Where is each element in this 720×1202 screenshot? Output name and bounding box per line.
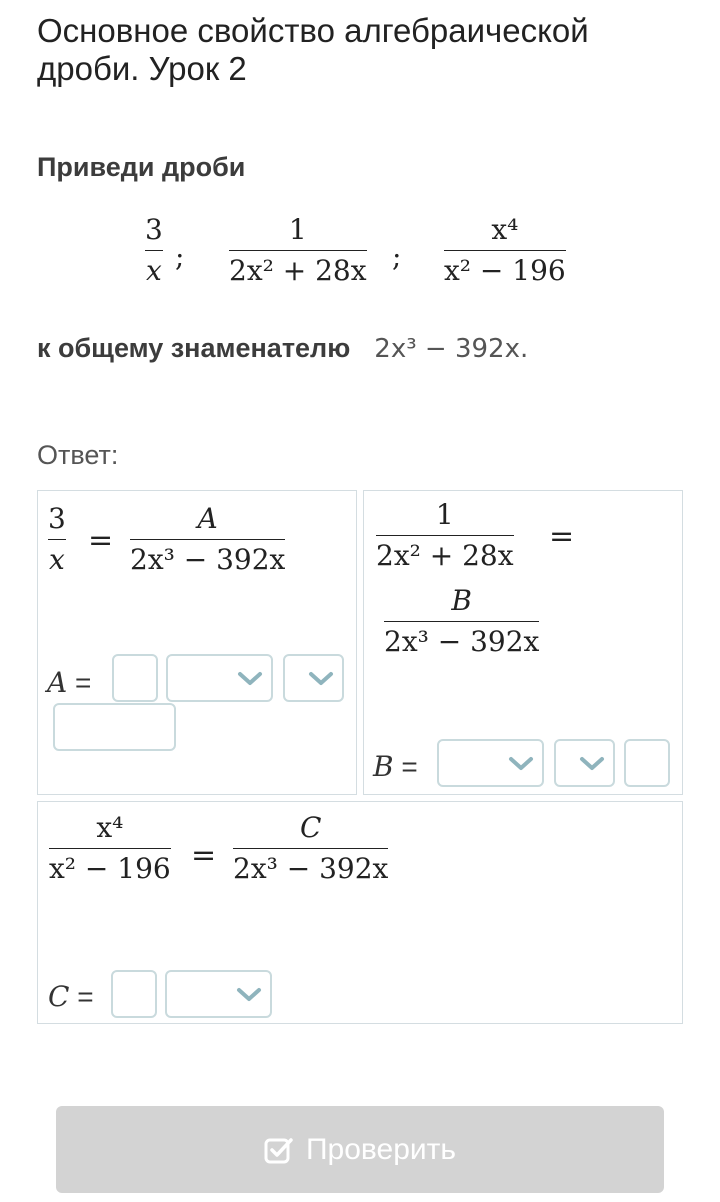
answer-card-c bbox=[37, 801, 683, 1024]
card-c-right-fraction bbox=[233, 812, 388, 885]
task-fraction-1-denominator: x bbox=[146, 254, 162, 287]
answer-card-a bbox=[37, 490, 357, 795]
card-c-input-1[interactable] bbox=[111, 970, 157, 1018]
answer-label: Ответ: bbox=[37, 440, 119, 470]
card-b-input-1[interactable] bbox=[624, 739, 670, 787]
card-a-left-denominator: x bbox=[49, 543, 65, 576]
card-a-variable: A = bbox=[47, 666, 92, 699]
card-b-left-numerator: 1 bbox=[435, 498, 454, 531]
card-a-input-1[interactable] bbox=[112, 654, 158, 702]
card-c-right-denominator: 2x³ − 392x bbox=[233, 852, 389, 885]
common-denominator-label: к общему знаменателю bbox=[37, 333, 351, 363]
task-instruction: Приведи дроби bbox=[37, 152, 246, 182]
task-fraction-2-numerator: 1 bbox=[288, 213, 307, 246]
chevron-down-icon bbox=[236, 987, 262, 1003]
lesson-title: Основное свойство алгебраической дроби. Урок 2 bbox=[37, 12, 589, 87]
card-b-variable: B = bbox=[373, 750, 418, 783]
checkbox-check-icon bbox=[264, 1135, 294, 1165]
card-b-right-denominator: 2x³ − 392x bbox=[384, 625, 540, 658]
card-b-right-fraction bbox=[384, 585, 539, 658]
common-denominator-expression: 2x³ − 392x. bbox=[374, 334, 529, 364]
card-b-right-numerator: B bbox=[451, 584, 472, 617]
card-a-right-numerator: A bbox=[197, 502, 218, 535]
task-fraction-1-numerator: 3 bbox=[145, 213, 163, 246]
check-button[interactable] bbox=[56, 1106, 664, 1193]
check-button-label: Проверить bbox=[305, 1132, 457, 1166]
task-fraction-2 bbox=[229, 214, 367, 287]
card-b-dropdown-1[interactable] bbox=[437, 739, 544, 787]
task-fraction-1 bbox=[145, 214, 163, 287]
chevron-down-icon bbox=[308, 671, 334, 687]
card-a-left-fraction bbox=[48, 503, 66, 576]
card-a-right-fraction bbox=[130, 503, 285, 576]
card-c-equals: = bbox=[191, 838, 217, 873]
card-a-left-numerator: 3 bbox=[48, 502, 66, 535]
card-b-dropdown-2[interactable] bbox=[554, 739, 615, 787]
card-a-equals: = bbox=[88, 523, 114, 558]
task-fraction-3-denominator: x² − 196 bbox=[444, 254, 566, 287]
card-c-left-denominator: x² − 196 bbox=[49, 852, 171, 885]
chevron-down-icon bbox=[237, 671, 263, 687]
task-fraction-3 bbox=[444, 214, 566, 287]
separator-2: ; bbox=[392, 240, 402, 273]
card-c-variable: C = bbox=[48, 980, 94, 1013]
chevron-down-icon bbox=[579, 756, 605, 772]
task-fraction-3-numerator: x⁴ bbox=[491, 213, 519, 246]
card-b-left-fraction bbox=[376, 499, 514, 572]
card-a-input-2[interactable] bbox=[53, 703, 176, 751]
card-c-dropdown-1[interactable] bbox=[165, 970, 272, 1018]
task-fraction-2-denominator: 2x² + 28x bbox=[229, 254, 367, 287]
card-b-equals: = bbox=[549, 519, 575, 554]
card-c-left-fraction bbox=[49, 812, 171, 885]
card-c-right-numerator: C bbox=[299, 811, 322, 844]
separator-1: ; bbox=[175, 240, 185, 273]
card-a-dropdown-2[interactable] bbox=[283, 654, 344, 702]
chevron-down-icon bbox=[508, 756, 534, 772]
answer-card-b bbox=[363, 490, 683, 795]
card-b-left-denominator: 2x² + 28x bbox=[376, 539, 514, 572]
card-a-right-denominator: 2x³ − 392x bbox=[130, 543, 286, 576]
common-denominator-line bbox=[37, 333, 528, 364]
card-a-dropdown-1[interactable] bbox=[166, 654, 273, 702]
card-c-left-numerator: x⁴ bbox=[96, 811, 124, 844]
